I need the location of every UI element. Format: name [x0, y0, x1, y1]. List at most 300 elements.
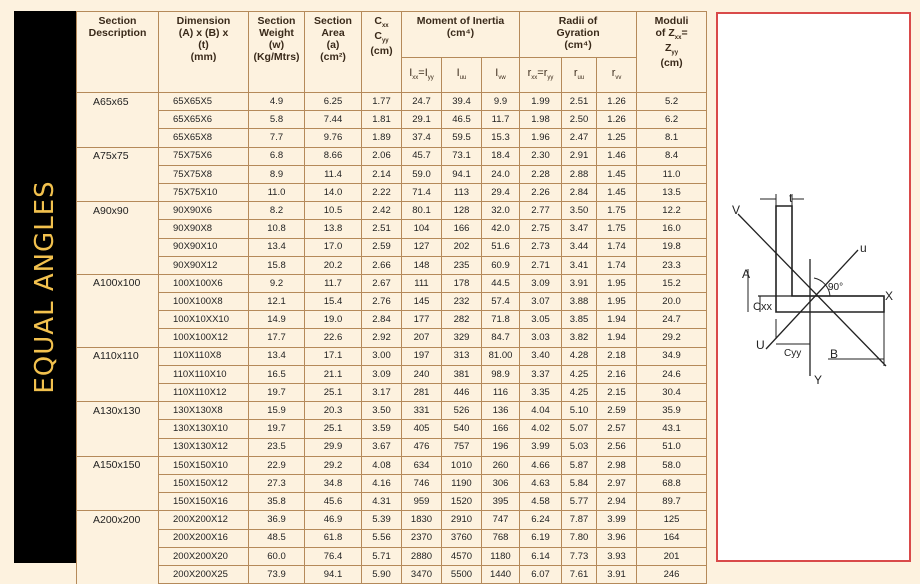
- table-row: [77, 293, 707, 311]
- cell-dim: 90X90X8: [159, 220, 249, 238]
- equal-angles-table-container: [76, 11, 706, 580]
- cell-a: 9.76: [305, 129, 362, 147]
- cell-desc: A75x75: [77, 147, 159, 165]
- cell-ruu: 3.47: [562, 220, 597, 238]
- cell-rvv: 2.94: [597, 493, 637, 511]
- table-row: [77, 256, 707, 274]
- cell-iuu: 1520: [442, 493, 482, 511]
- cell-rvv: 1.95: [597, 274, 637, 292]
- cell-dim: 75X75X10: [159, 183, 249, 201]
- cell-ixx: 127: [402, 238, 442, 256]
- label-t: t: [789, 191, 793, 205]
- cell-ixx: 80.1: [402, 202, 442, 220]
- cell-iuu: 94.1: [442, 165, 482, 183]
- cell-w: 19.7: [249, 384, 305, 402]
- cell-iuu: 381: [442, 365, 482, 383]
- header-radii-of-gyration: Radii of Gyration (cm⁴): [520, 12, 637, 58]
- angle-section-diagram: [716, 12, 911, 562]
- cell-ixx: 104: [402, 220, 442, 238]
- cell-desc: [77, 329, 159, 347]
- cell-rvv: 1.94: [597, 329, 637, 347]
- table-row: [77, 329, 707, 347]
- cell-ixx: 111: [402, 274, 442, 292]
- table-row: [77, 529, 707, 547]
- cell-z: 125: [637, 511, 707, 529]
- cell-rxx: 4.04: [520, 402, 562, 420]
- cell-a: 46.9: [305, 511, 362, 529]
- cell-desc: A65x65: [77, 93, 159, 111]
- cell-ivv: 196: [482, 438, 520, 456]
- cell-c: 1.77: [362, 93, 402, 111]
- cell-dim: 200X200X16: [159, 529, 249, 547]
- cell-dim: 100X100X6: [159, 274, 249, 292]
- cell-ixx: 37.4: [402, 129, 442, 147]
- cell-iuu: 1190: [442, 474, 482, 492]
- cell-w: 48.5: [249, 529, 305, 547]
- header-moment-of-inertia: Moment of Inertia (cm⁴): [402, 12, 520, 58]
- cell-ivv: 15.3: [482, 129, 520, 147]
- equal-angles-table: [76, 11, 707, 584]
- cell-rxx: 2.75: [520, 220, 562, 238]
- cell-rvv: 2.59: [597, 402, 637, 420]
- cell-ivv: 1180: [482, 547, 520, 565]
- cell-rvv: 3.96: [597, 529, 637, 547]
- cell-iuu: 59.5: [442, 129, 482, 147]
- cell-dim: 90X90X12: [159, 256, 249, 274]
- cell-iuu: 3760: [442, 529, 482, 547]
- cell-c: 5.71: [362, 547, 402, 565]
- cell-desc: [77, 238, 159, 256]
- cell-rxx: 3.07: [520, 293, 562, 311]
- cell-iuu: 73.1: [442, 147, 482, 165]
- cell-rvv: 1.95: [597, 293, 637, 311]
- cell-ixx: 1830: [402, 511, 442, 529]
- cell-w: 4.9: [249, 93, 305, 111]
- cell-ruu: 2.47: [562, 129, 597, 147]
- cell-z: 246: [637, 565, 707, 583]
- cell-c: 2.76: [362, 293, 402, 311]
- cell-ruu: 4.28: [562, 347, 597, 365]
- table-row: [77, 420, 707, 438]
- cell-dim: 100X10XX10: [159, 311, 249, 329]
- cell-ixx: 197: [402, 347, 442, 365]
- cell-ivv: 29.4: [482, 183, 520, 201]
- cell-ixx: 148: [402, 256, 442, 274]
- cell-a: 6.25: [305, 93, 362, 111]
- cell-a: 7.44: [305, 111, 362, 129]
- cell-rxx: 2.26: [520, 183, 562, 201]
- cell-rxx: 1.99: [520, 93, 562, 111]
- cell-z: 24.6: [637, 365, 707, 383]
- table-row: [77, 365, 707, 383]
- cell-a: 25.1: [305, 420, 362, 438]
- cell-dim: 130X130X8: [159, 402, 249, 420]
- cell-ruu: 3.88: [562, 293, 597, 311]
- cell-iuu: 1010: [442, 456, 482, 474]
- header-ruu: $r_{uu}$: [562, 58, 597, 93]
- table-row: [77, 493, 707, 511]
- cell-rvv: 1.26: [597, 111, 637, 129]
- cell-rxx: 4.63: [520, 474, 562, 492]
- cell-rxx: 2.30: [520, 147, 562, 165]
- cell-w: 27.3: [249, 474, 305, 492]
- cell-rvv: 2.56: [597, 438, 637, 456]
- cell-a: 15.4: [305, 293, 362, 311]
- cell-w: 12.1: [249, 293, 305, 311]
- cell-desc: [77, 311, 159, 329]
- cell-ivv: 166: [482, 420, 520, 438]
- cell-ivv: 768: [482, 529, 520, 547]
- cell-a: 76.4: [305, 547, 362, 565]
- cell-dim: 200X200X20: [159, 547, 249, 565]
- header-rvv: $r_{vv}$: [597, 58, 637, 93]
- label-cxx: Cxx: [753, 301, 772, 313]
- cell-c: 2.92: [362, 329, 402, 347]
- table-row: [77, 129, 707, 147]
- cell-c: 2.66: [362, 256, 402, 274]
- table-row: [77, 565, 707, 583]
- cell-rxx: 4.02: [520, 420, 562, 438]
- cell-iuu: 232: [442, 293, 482, 311]
- cell-c: 5.56: [362, 529, 402, 547]
- cell-ivv: 57.4: [482, 293, 520, 311]
- cell-z: 19.8: [637, 238, 707, 256]
- cell-z: 23.3: [637, 256, 707, 274]
- cell-ivv: 71.8: [482, 311, 520, 329]
- cell-a: 94.1: [305, 565, 362, 583]
- u-axis-line: [766, 250, 858, 349]
- cell-ivv: 116: [482, 384, 520, 402]
- cell-w: 60.0: [249, 547, 305, 565]
- cell-desc: A130x130: [77, 402, 159, 420]
- cell-ivv: 84.7: [482, 329, 520, 347]
- cell-dim: 100X100X12: [159, 329, 249, 347]
- cell-rvv: 1.45: [597, 165, 637, 183]
- angle-section-svg: [718, 14, 913, 564]
- cell-ivv: 1440: [482, 565, 520, 583]
- label-v-top: V: [732, 203, 741, 217]
- cell-rxx: 6.07: [520, 565, 562, 583]
- cell-desc: A200x200: [77, 511, 159, 529]
- cell-a: 11.7: [305, 274, 362, 292]
- cell-ivv: 395: [482, 493, 520, 511]
- cell-w: 13.4: [249, 238, 305, 256]
- cell-dim: 65X65X6: [159, 111, 249, 129]
- cell-a: 22.6: [305, 329, 362, 347]
- table-body: [77, 93, 707, 584]
- cell-c: 1.89: [362, 129, 402, 147]
- cell-z: 20.0: [637, 293, 707, 311]
- cell-desc: A90x90: [77, 202, 159, 220]
- cell-ivv: 136: [482, 402, 520, 420]
- cell-w: 23.5: [249, 438, 305, 456]
- table-row: [77, 384, 707, 402]
- cell-dim: 150X150X12: [159, 474, 249, 492]
- cell-z: 34.9: [637, 347, 707, 365]
- cell-ivv: 51.6: [482, 238, 520, 256]
- cell-ivv: 60.9: [482, 256, 520, 274]
- cell-rxx: 2.73: [520, 238, 562, 256]
- cell-rvv: 2.18: [597, 347, 637, 365]
- cell-ivv: 98.9: [482, 365, 520, 383]
- cell-ruu: 2.91: [562, 147, 597, 165]
- cell-iuu: 540: [442, 420, 482, 438]
- cell-z: 51.0: [637, 438, 707, 456]
- cell-ivv: 24.0: [482, 165, 520, 183]
- cell-w: 17.7: [249, 329, 305, 347]
- cell-ivv: 18.4: [482, 147, 520, 165]
- cell-rvv: 1.74: [597, 256, 637, 274]
- cell-w: 73.9: [249, 565, 305, 583]
- cell-ivv: 42.0: [482, 220, 520, 238]
- cell-c: 2.22: [362, 183, 402, 201]
- cell-z: 15.2: [637, 274, 707, 292]
- cell-w: 8.9: [249, 165, 305, 183]
- cell-iuu: 39.4: [442, 93, 482, 111]
- cell-rxx: 3.99: [520, 438, 562, 456]
- cell-ruu: 5.77: [562, 493, 597, 511]
- cell-a: 20.2: [305, 256, 362, 274]
- cell-w: 22.9: [249, 456, 305, 474]
- cell-rxx: 2.71: [520, 256, 562, 274]
- cell-w: 13.4: [249, 347, 305, 365]
- cell-ruu: 7.80: [562, 529, 597, 547]
- header-section-area: Section Area (a) (cm²): [305, 12, 362, 93]
- label-b: B: [830, 347, 839, 361]
- table-row: [77, 274, 707, 292]
- cell-dim: 65X65X5: [159, 93, 249, 111]
- cell-iuu: 166: [442, 220, 482, 238]
- cell-iuu: 282: [442, 311, 482, 329]
- cell-desc: A100x100: [77, 274, 159, 292]
- cell-ivv: 44.5: [482, 274, 520, 292]
- cell-ruu: 2.88: [562, 165, 597, 183]
- cell-ruu: 5.84: [562, 474, 597, 492]
- table-row: [77, 93, 707, 111]
- cell-a: 29.2: [305, 456, 362, 474]
- cell-c: 3.00: [362, 347, 402, 365]
- label-a: A: [742, 267, 751, 281]
- cell-ixx: 959: [402, 493, 442, 511]
- cell-iuu: 5500: [442, 565, 482, 583]
- cell-z: 68.8: [637, 474, 707, 492]
- cell-c: 2.06: [362, 147, 402, 165]
- cell-z: 30.4: [637, 384, 707, 402]
- table-row: [77, 311, 707, 329]
- cell-c: 2.51: [362, 220, 402, 238]
- cell-dim: 75X75X8: [159, 165, 249, 183]
- cell-a: 10.5: [305, 202, 362, 220]
- cell-c: 2.14: [362, 165, 402, 183]
- cell-iuu: 757: [442, 438, 482, 456]
- cell-dim: 110X110X10: [159, 365, 249, 383]
- cell-desc: [77, 384, 159, 402]
- table-row: [77, 474, 707, 492]
- header-dimension: Dimension (A) x (B) x (t) (mm): [159, 12, 249, 93]
- cell-ixx: 207: [402, 329, 442, 347]
- cell-ixx: 634: [402, 456, 442, 474]
- cell-desc: A150x150: [77, 456, 159, 474]
- cell-desc: [77, 438, 159, 456]
- cell-rvv: 2.16: [597, 365, 637, 383]
- cell-desc: [77, 220, 159, 238]
- cell-iuu: 329: [442, 329, 482, 347]
- cell-w: 7.7: [249, 129, 305, 147]
- cell-z: 11.0: [637, 165, 707, 183]
- header-iuu: $I_{uu}$: [442, 58, 482, 93]
- cell-rxx: 2.77: [520, 202, 562, 220]
- cell-ixx: 405: [402, 420, 442, 438]
- cell-iuu: 178: [442, 274, 482, 292]
- cell-z: 35.9: [637, 402, 707, 420]
- label-x: X: [885, 289, 894, 303]
- cell-rxx: 3.40: [520, 347, 562, 365]
- cell-rvv: 1.94: [597, 311, 637, 329]
- cell-a: 13.8: [305, 220, 362, 238]
- cell-iuu: 4570: [442, 547, 482, 565]
- cell-ivv: 32.0: [482, 202, 520, 220]
- table-row: [77, 147, 707, 165]
- header-section-weight: Section Weight (w) (Kg/Mtrs): [249, 12, 305, 93]
- cell-w: 15.8: [249, 256, 305, 274]
- cell-ixx: 746: [402, 474, 442, 492]
- cell-ruu: 7.61: [562, 565, 597, 583]
- cell-c: 3.17: [362, 384, 402, 402]
- cell-z: 8.1: [637, 129, 707, 147]
- header-ixx-iyy: $I_{xx}=I_{yy}$: [402, 58, 442, 93]
- cell-desc: [77, 493, 159, 511]
- cell-dim: 200X200X25: [159, 565, 249, 583]
- cell-dim: 150X150X10: [159, 456, 249, 474]
- cell-ixx: 59.0: [402, 165, 442, 183]
- cell-ruu: 5.07: [562, 420, 597, 438]
- cell-dim: 130X130X12: [159, 438, 249, 456]
- cell-c: 3.09: [362, 365, 402, 383]
- table-row: [77, 220, 707, 238]
- label-cyy: Cyy: [784, 348, 802, 359]
- cell-ruu: 2.50: [562, 111, 597, 129]
- cell-desc: [77, 565, 159, 583]
- cell-rxx: 1.98: [520, 111, 562, 129]
- cell-rvv: 1.46: [597, 147, 637, 165]
- cell-rvv: 1.75: [597, 202, 637, 220]
- cell-desc: [77, 474, 159, 492]
- cell-w: 19.7: [249, 420, 305, 438]
- cell-a: 21.1: [305, 365, 362, 383]
- cell-dim: 200X200X12: [159, 511, 249, 529]
- header-centroid: $C_{xx}$ $C_{yy}$ (cm): [362, 12, 402, 93]
- cell-dim: 110X110X12: [159, 384, 249, 402]
- cell-w: 10.8: [249, 220, 305, 238]
- table-row: [77, 402, 707, 420]
- cell-ixx: 177: [402, 311, 442, 329]
- cell-c: 4.08: [362, 456, 402, 474]
- cell-a: 8.66: [305, 147, 362, 165]
- table-row: [77, 456, 707, 474]
- cell-rvv: 1.75: [597, 220, 637, 238]
- cell-w: 14.9: [249, 311, 305, 329]
- cell-ruu: 3.41: [562, 256, 597, 274]
- cell-z: 6.2: [637, 111, 707, 129]
- cell-ivv: 747: [482, 511, 520, 529]
- cell-rxx: 3.03: [520, 329, 562, 347]
- cell-ivv: 306: [482, 474, 520, 492]
- side-title: EQUAL ANGLES: [30, 180, 60, 394]
- header-section-description: Section Description: [77, 12, 159, 93]
- cell-ruu: 7.73: [562, 547, 597, 565]
- cell-c: 5.90: [362, 565, 402, 583]
- cell-ruu: 2.84: [562, 183, 597, 201]
- cell-ruu: 4.25: [562, 384, 597, 402]
- cell-ixx: 45.7: [402, 147, 442, 165]
- cell-dim: 90X90X10: [159, 238, 249, 256]
- cell-desc: [77, 420, 159, 438]
- cell-ivv: 260: [482, 456, 520, 474]
- cell-desc: [77, 183, 159, 201]
- cell-ruu: 3.44: [562, 238, 597, 256]
- cell-dim: 90X90X6: [159, 202, 249, 220]
- cell-z: 24.7: [637, 311, 707, 329]
- cell-desc: [77, 129, 159, 147]
- cell-dim: 110X110X8: [159, 347, 249, 365]
- cell-z: 13.5: [637, 183, 707, 201]
- cell-ixx: 145: [402, 293, 442, 311]
- cell-iuu: 46.5: [442, 111, 482, 129]
- cell-rvv: 3.93: [597, 547, 637, 565]
- cell-ruu: 3.85: [562, 311, 597, 329]
- cell-c: 1.81: [362, 111, 402, 129]
- cell-z: 8.4: [637, 147, 707, 165]
- table-row: [77, 202, 707, 220]
- header-moduli: Moduli of $Z_{xx}=$ $Z_{yy}$ (cm): [637, 12, 707, 93]
- cell-ixx: 476: [402, 438, 442, 456]
- cell-a: 19.0: [305, 311, 362, 329]
- cell-z: 5.2: [637, 93, 707, 111]
- cell-dim: 130X130X10: [159, 420, 249, 438]
- cell-w: 9.2: [249, 274, 305, 292]
- cell-dim: 75X75X6: [159, 147, 249, 165]
- cell-rxx: 4.58: [520, 493, 562, 511]
- cell-dim: 100X100X8: [159, 293, 249, 311]
- cell-ivv: 81.00: [482, 347, 520, 365]
- cell-z: 29.2: [637, 329, 707, 347]
- cell-rxx: 6.14: [520, 547, 562, 565]
- cell-c: 2.42: [362, 202, 402, 220]
- cell-w: 15.9: [249, 402, 305, 420]
- cell-rxx: 1.96: [520, 129, 562, 147]
- cell-w: 6.8: [249, 147, 305, 165]
- cell-c: 2.84: [362, 311, 402, 329]
- cell-rvv: 2.98: [597, 456, 637, 474]
- cell-desc: [77, 547, 159, 565]
- cell-rvv: 1.25: [597, 129, 637, 147]
- cell-rxx: 4.66: [520, 456, 562, 474]
- cell-ivv: 11.7: [482, 111, 520, 129]
- cell-w: 5.8: [249, 111, 305, 129]
- cell-ruu: 3.82: [562, 329, 597, 347]
- label-y: Y: [814, 373, 823, 387]
- cell-iuu: 235: [442, 256, 482, 274]
- cell-rxx: 2.28: [520, 165, 562, 183]
- label-u-left: U: [756, 338, 765, 352]
- cell-dim: 150X150X16: [159, 493, 249, 511]
- table-row: [77, 165, 707, 183]
- cell-ixx: 240: [402, 365, 442, 383]
- cell-rxx: 6.24: [520, 511, 562, 529]
- cell-desc: [77, 111, 159, 129]
- sidebar-title-panel: [14, 11, 76, 563]
- cell-z: 43.1: [637, 420, 707, 438]
